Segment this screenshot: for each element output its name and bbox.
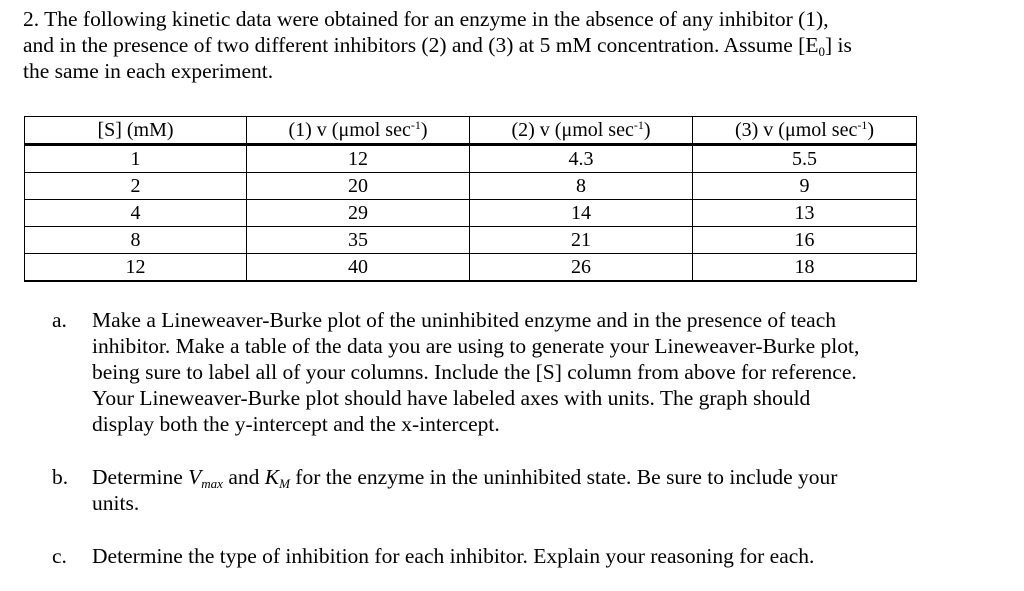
question-a-line-1: Make a Lineweaver-Burke plot of the uninhibited enzyme and in the presence of teach [92, 308, 837, 332]
table-cell: 20 [247, 173, 470, 200]
table-row [25, 145, 917, 173]
table-cell: 8 [25, 227, 247, 254]
question-b [52, 464, 922, 516]
kinetic-data-table [24, 116, 917, 282]
table-cell: 26 [470, 254, 693, 282]
question-b-line-2: units. [92, 491, 140, 515]
intro-line-3: the same in each experiment. [23, 59, 274, 83]
question-a-line-3: being sure to label all of your columns. Include the [S] column from above for reference. [92, 360, 857, 384]
table-row [25, 200, 917, 227]
table-cell: 13 [693, 200, 917, 227]
table-cell: 12 [247, 145, 470, 173]
km-symbol: $K_M$ [264, 465, 290, 491]
table-cell: 29 [247, 200, 470, 227]
question-a-line-4: Your Lineweaver-Burke plot should have labeled axes with units. The graph should [92, 386, 811, 410]
table-row [25, 227, 917, 254]
question-c-text: Determine the type of inhibition for each inhibitor. Explain your reasoning for each. [92, 544, 815, 568]
question-c [52, 543, 922, 569]
table-cell: 21 [470, 227, 693, 254]
table-row [25, 173, 917, 200]
table-cell: 35 [247, 227, 470, 254]
intro-line-1 [23, 6, 1013, 32]
table-row [25, 254, 917, 282]
table-cell: 16 [693, 227, 917, 254]
vmax-symbol: $V_{max}$ [188, 465, 223, 491]
question-a [52, 307, 922, 437]
question-a-line-5: display both the y-intercept and the x-intercept. [92, 412, 500, 436]
table-cell: 14 [470, 200, 693, 227]
table-cell: 1 [25, 145, 247, 173]
enzyme-subscript: 0 [818, 44, 825, 59]
header-v3: (3) v (μmol $\sec^{-1}$) [693, 117, 917, 145]
table-header-row [25, 117, 917, 145]
table-cell: 4.3 [470, 145, 693, 173]
header-v2: (2) v (μmol $\sec^{-1}$) [470, 117, 693, 145]
table-cell: 8 [470, 173, 693, 200]
table-cell: 9 [693, 173, 917, 200]
question-a-label: a. [52, 308, 67, 332]
table-cell: 5.5 [693, 145, 917, 173]
question-a-line-2: inhibitor. Make a table of the data you are using to generate your Lineweaver-Burke plot, [92, 334, 860, 358]
intro-text-2: and in the presence of two different inhibitors (2) and (3) at 5 mM concentration. Assume [E [23, 33, 819, 57]
problem-number: 2. [23, 7, 40, 31]
table-cell: 18 [693, 254, 917, 282]
question-b-label: b. [52, 465, 69, 489]
table-cell: 4 [25, 200, 247, 227]
table-cell: 40 [247, 254, 470, 282]
intro-line-2 [23, 32, 1013, 58]
header-substrate: [S] (mM) [25, 117, 247, 145]
question-b-line-1: Determine $V_{max}$ and $K_M$ for the enzyme in the uninhibited state. Be sure to include your [92, 465, 838, 491]
question-c-label: c. [52, 544, 67, 568]
intro-text-2-end: ] is [824, 33, 852, 57]
problem-intro [23, 6, 1013, 84]
table-cell: 12 [25, 254, 247, 282]
intro-text-1: The following kinetic data were obtained for an enzyme in the absence of any inhibitor (1), [44, 7, 829, 31]
header-v1: (1) v (μmol $\sec^{-1}$) [247, 117, 470, 145]
table-cell: 2 [25, 173, 247, 200]
